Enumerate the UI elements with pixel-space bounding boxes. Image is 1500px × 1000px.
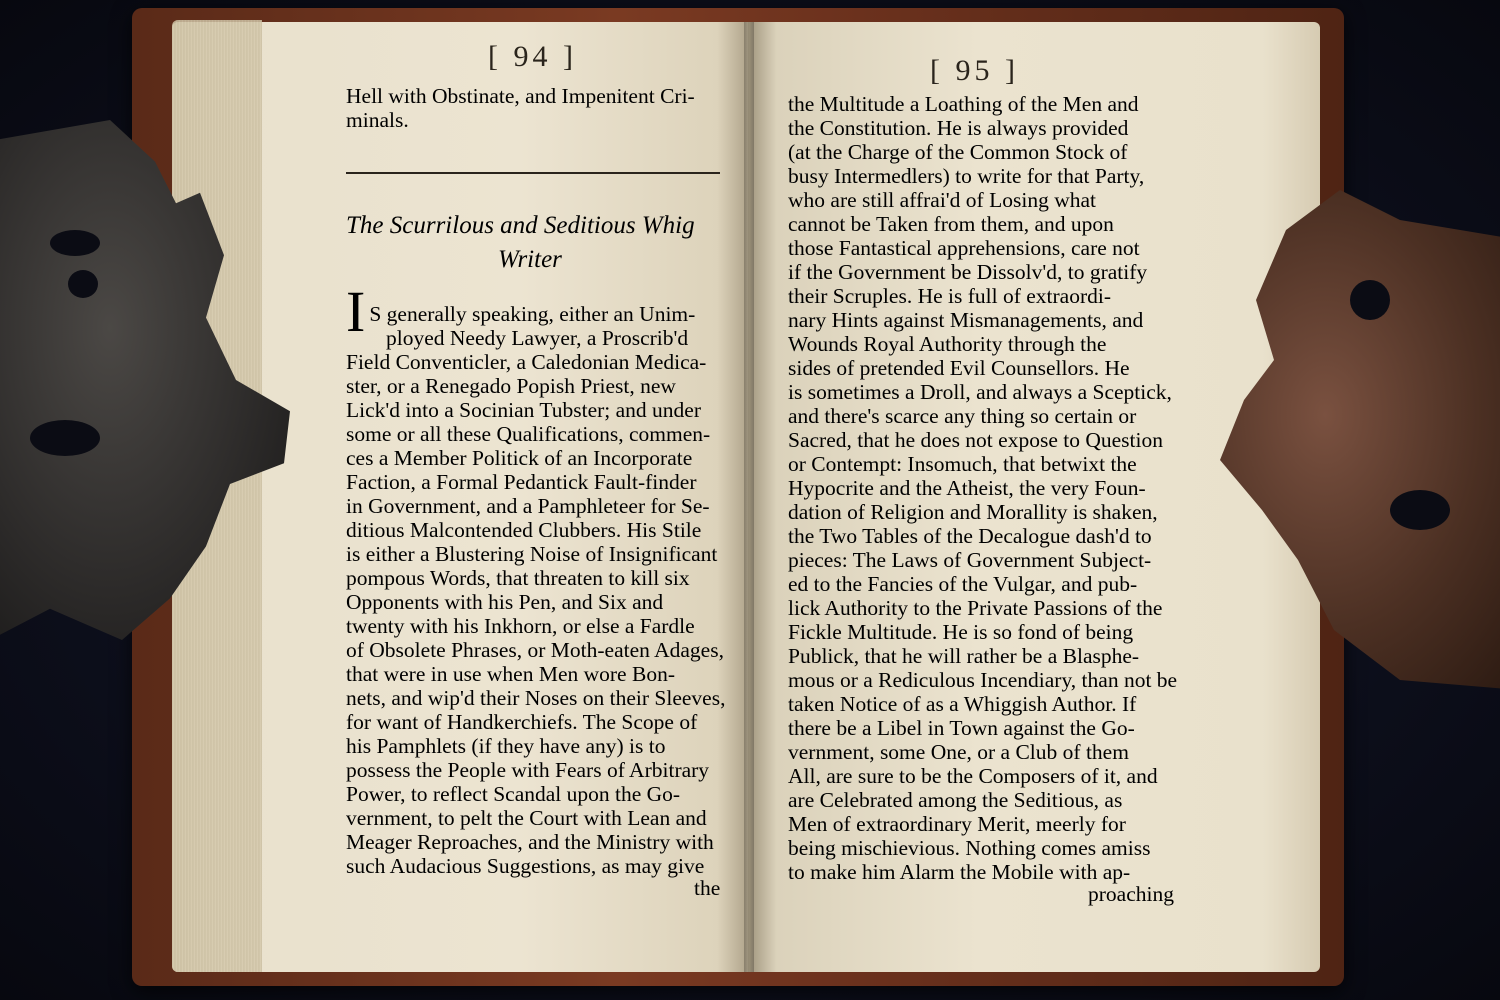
left-line-25: Meager Reproaches, and the Ministry with — [346, 830, 714, 854]
right-line-6: cannot be Taken from them, and upon — [788, 212, 1114, 236]
left-line-24: vernment, to pelt the Court with Lean and — [346, 806, 707, 830]
weight-hole — [30, 420, 100, 456]
left-line-7: Lick'd into a Socinian Tubster; and under — [346, 398, 702, 422]
right-line-21: ed to the Fancies of the Vulgar, and pub- — [788, 572, 1138, 596]
left-line-8: some or all these Qualifications, commen- — [346, 422, 711, 446]
right-line-27: there be a Libel in Town against the Go- — [788, 716, 1135, 740]
left-line-3: I S generally speaking, either an Unim- — [346, 279, 696, 344]
left-line-16: twenty with his Inkhorn, or else a Fardle — [346, 614, 695, 638]
right-line-12: sides of pretended Evil Counsellors. He — [788, 356, 1130, 380]
right-line-22: lick Authority to the Private Passions of the — [788, 596, 1163, 620]
book-gutter — [744, 22, 754, 972]
right-line-29: All, are sure to be the Composers of it, and — [788, 764, 1158, 788]
right-line-28: vernment, some One, or a Club of them — [788, 740, 1129, 764]
left-line-10: Faction, a Formal Pedantick Fault-finder — [346, 470, 697, 494]
right-line-2: the Constitution. He is always provided — [788, 116, 1129, 140]
right-line-18: dation of Religion and Morallity is shaken, — [788, 500, 1158, 524]
right-line-10: nary Hints against Mismanagements, and — [788, 308, 1144, 332]
left-line-2: minals. — [346, 108, 409, 132]
right-line-26: taken Notice of as a Whiggish Author. If — [788, 692, 1137, 716]
right-line-4: busy Intermedlers) to write for that Party, — [788, 164, 1145, 188]
drop-cap: I — [346, 279, 366, 344]
right-line-19: the Two Tables of the Decalogue dash'd to — [788, 524, 1152, 548]
section-heading-line2: Writer — [498, 246, 562, 273]
right-line-1: the Multitude a Loathing of the Men and — [788, 92, 1139, 116]
right-line-30: are Celebrated among the Seditious, as — [788, 788, 1123, 812]
left-line-12: ditious Malcontended Clubbers. His Stile — [346, 518, 702, 542]
weight-hole — [1390, 490, 1450, 530]
left-line-23: Power, to reflect Scandal upon the Go- — [346, 782, 681, 806]
left-line-22: possess the People with Fears of Arbitrary — [346, 758, 710, 782]
left-line-14: pompous Words, that threaten to kill six — [346, 566, 690, 590]
right-line-23: Fickle Multitude. He is so fond of being — [788, 620, 1134, 644]
right-line-5: who are still affrai'd of Losing what — [788, 188, 1096, 212]
right-line-15: Sacred, that he does not expose to Question — [788, 428, 1163, 452]
section-heading-line1: The Scurrilous and Seditious Whig — [346, 212, 695, 239]
right-line-14: and there's scarce any thing so certain or — [788, 404, 1137, 428]
left-line-21: his Pamphlets (if they have any) is to — [346, 734, 666, 758]
left-line-17: of Obsolete Phrases, or Moth-eaten Adages, — [346, 638, 724, 662]
right-line-9: their Scruples. He is full of extraordi- — [788, 284, 1112, 308]
right-line-31: Men of extraordinary Merit, meerly for — [788, 812, 1126, 836]
left-line-5: Field Conventicler, a Caledonian Medica- — [346, 350, 707, 374]
right-catchword: proaching — [1088, 882, 1174, 906]
left-catchword: the — [694, 876, 721, 900]
weight-hole — [1350, 280, 1390, 320]
left-line-26: such Audacious Suggestions, as may give — [346, 854, 705, 878]
right-line-3: (at the Charge of the Common Stock of — [788, 140, 1128, 164]
right-page-number: [ 95 ] — [930, 54, 1019, 87]
weight-hole — [50, 230, 100, 256]
right-line-16: or Contempt: Insomuch, that betwixt the — [788, 452, 1137, 476]
left-line-13: is either a Blustering Noise of Insignificant — [346, 542, 718, 566]
right-line-32: being mischievious. Nothing comes amiss — [788, 836, 1151, 860]
left-line-6: ster, or a Renegado Popish Priest, new — [346, 374, 676, 398]
left-line-9: ces a Member Politick of an Incorporate — [346, 446, 693, 470]
left-line-15: Opponents with his Pen, and Six and — [346, 590, 664, 614]
right-line-17: Hypocrite and the Atheist, the very Foun- — [788, 476, 1146, 500]
right-line-8: if the Government be Dissolv'd, to gratify — [788, 260, 1148, 284]
right-line-7: those Fantastical apprehensions, care not — [788, 236, 1140, 260]
left-line-1: Hell with Obstinate, and Impenitent Cri- — [346, 84, 695, 108]
left-page-number: [ 94 ] — [488, 40, 577, 73]
right-line-33: to make him Alarm the Mobile with ap- — [788, 860, 1131, 884]
left-line-18: that were in use when Men wore Bon- — [346, 662, 675, 686]
right-line-20: pieces: The Laws of Government Subject- — [788, 548, 1152, 572]
left-line-19: nets, and wip'd their Noses on their Sleeves, — [346, 686, 726, 710]
right-line-24: Publick, that he will rather be a Blasphe- — [788, 644, 1140, 668]
right-line-13: is sometimes a Droll, and always a Sceptick, — [788, 380, 1172, 404]
left-line-4: ployed Needy Lawyer, a Proscrib'd — [386, 326, 689, 350]
left-line-11: in Government, and a Pamphleteer for Se- — [346, 494, 710, 518]
section-rule — [346, 172, 720, 174]
right-line-11: Wounds Royal Authority through the — [788, 332, 1107, 356]
right-line-25: mous or a Rediculous Incendiary, than not be — [788, 668, 1178, 692]
left-line-20: for want of Handkerchiefs. The Scope of — [346, 710, 698, 734]
weight-hole — [68, 270, 98, 298]
